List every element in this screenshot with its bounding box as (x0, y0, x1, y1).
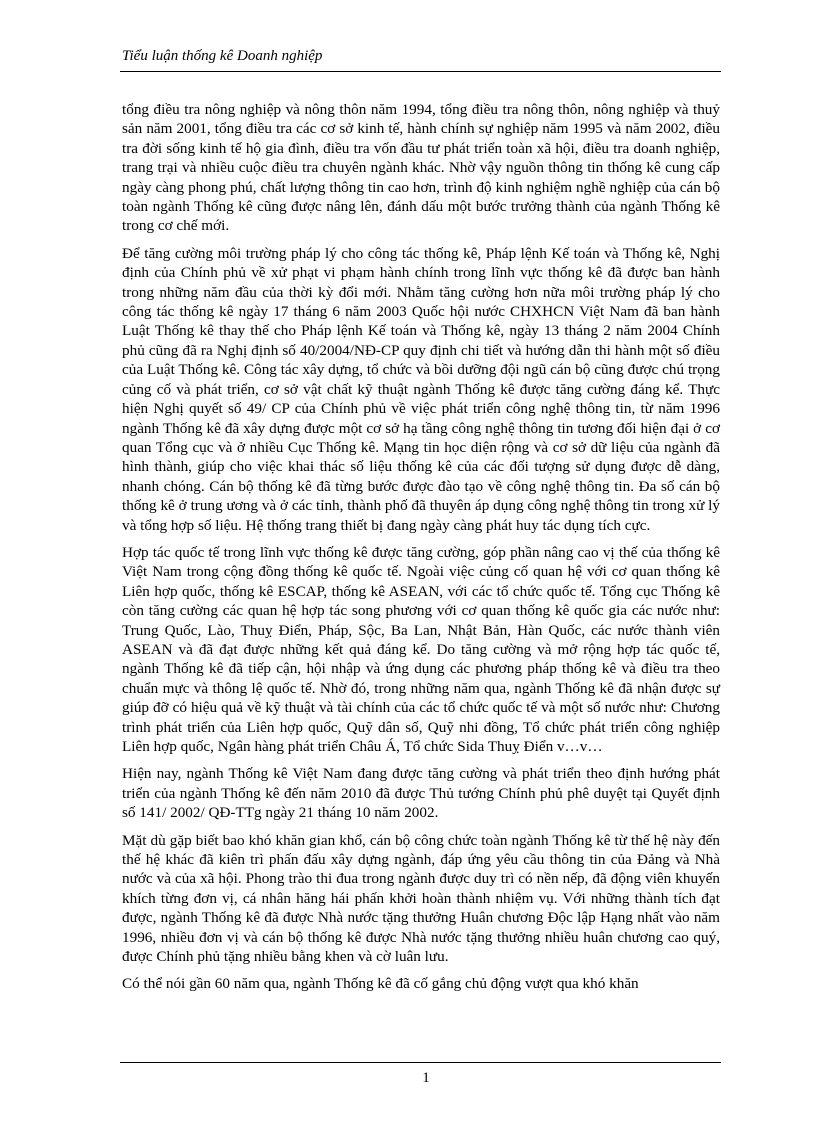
paragraph-4: Hiện nay, ngành Thống kê Việt Nam đang được tăng cường và phát triển theo định hướng phát triển của ngành Thống kê đến năm 2010 đã được Thủ tướng Chính phủ phê duyệt tại Quyết định số 141/ 2002/ QĐ-TTg ngày 21 tháng 10 năm 2002. (122, 765, 720, 822)
page-header-title: Tiểu luận thống kê Doanh nghiệp (122, 48, 323, 64)
paragraph-5: Mặt dù gặp biết bao khó khăn gian khổ, cán bộ công chức toàn ngành Thống kê từ thế hệ này đến thế hệ khác đã kiên trì phấn đấu xây dựng ngành, đáp ứng yêu cầu thông tin của Đảng và Nhà nước và của xã hội. Phong trào thi đua trong ngành được duy trì có nền nếp, đã động viên khuyến khích từng đơn vị, cá nhân hăng hái phấn khởi hoàn thành nhiệm vụ. Với những thành tích đạt được, ngành Thống kê đã được Nhà nước tặng thưởng Huân chương Độc lập Hạng nhất vào năm 1996, nhiều đơn vị và cán bộ thống kê được Nhà nước tặng thưởng nhiều huân chương cao quý, được Chính phủ tặng nhiều bằng khen và cờ luân lưu. (122, 831, 720, 966)
paragraph-1: tổng điều tra nông nghiệp và nông thôn năm 1994, tổng điều tra nông thôn, nông nghiệp và thuỷ sản năm 2001, tổng điều tra các cơ sở kinh tế, hành chính sự nghiệp năm 1995 và năm 2002, điều tra đời sống kinh tế hộ gia đình, điều tra vốn đầu tư phát triển toàn xã hội, điều tra doanh nghiệp, trang trại và nhiều cuộc điều tra chuyên ngành khác. Nhờ vậy nguồn thông tin thống kê cung cấp ngày càng phong phú, chất lượng thông tin cao hơn, trình độ kinh nghiệm nghề nghiệp của cán bộ toàn ngành Thống kê cũng được nâng lên, đánh dấu một bước trưởng thành của ngành Thống kê trong cơ chế mới. (122, 101, 720, 235)
document-body (122, 100, 720, 1002)
footer-divider (120, 1062, 721, 1063)
paragraph-3: Hợp tác quốc tế trong lĩnh vực thống kê được tăng cường, góp phần nâng cao vị thế của thống kê Việt Nam trong cộng đồng thống kê quốc tế. Ngoài việc củng cố quan hệ với cơ quan thống kê Liên hợp quốc, thống kê ESCAP, thống kê ASEAN, với các tổ chức quốc tế. Tổng cục Thống kê còn tăng cường các quan hệ hợp tác song phương với cơ quan thống kê quốc gia các nước như: Trung Quốc, Lào, Thuỵ Điển, Pháp, Sộc, Ba Lan, Nhật Bản, Hàn Quốc, các nước thành viên ASEAN và đã đạt được những kết quả đáng kể. Do tăng cường và mở rộng hợp tác quốc tế, ngành Thống kê đã tiếp cận, hội nhập và ứng dụng các phương pháp thống kê và điều tra theo chuẩn mực và thông lệ quốc tế. Nhờ đó, trong những năm qua, ngành Thống kê đã nhận được sự giúp đỡ có hiệu quả về kỹ thuật và tài chính của các tổ chức quốc tế và một số nước như: Chương trình phát triển của Liên hợp quốc, Quỹ dân số, Quỹ nhi đồng, Tổ chức phát triển công nghiệp Liên hợp quốc, Ngân hàng phát triển Châu Á, Tổ chức Sida Thuỵ Điển v…v… (122, 543, 720, 755)
paragraph-6: Có thể nói gần 60 năm qua, ngành Thống kê đã cố gắng chủ động vượt qua khó khăn (122, 975, 639, 993)
page-number: 1 (422, 1070, 430, 1086)
header-divider (120, 71, 721, 72)
paragraph-2: Để tăng cường môi trường pháp lý cho công tác thống kê, Pháp lệnh Kế toán và Thống kê, Nghị định của Chính phủ về xử phạt vi phạm hành chính trong lĩnh vực thống kê đã được ban hành trong những năm đầu của thời kỳ đổi mới. Nhằm tăng cường hơn nữa môi trường pháp lý cho công tác thống kê ngày 17 tháng 6 năm 2003 Quốc hội nước CHXHCN Việt Nam đã ban hành Luật Thống kê thay thế cho Pháp lệnh Kế toán và Thống kê, ngày 13 tháng 2 năm 2004 Chính phủ cũng đã ra Nghị định số 40/2004/NĐ-CP quy định chi tiết và hướng dẫn thi hành một số điều của Luật Thống kê. Công tác xây dựng, tổ chức và bồi dưỡng đội ngũ cán bộ cũng được chú trọng củng cố và phát triển, cơ sở vật chất kỹ thuật ngành Thống kê được tăng cường đáng kể. Thực hiện Nghị quyết số 49/ CP của Chính phủ về việc phát triển công nghệ thông tin, từ năm 1996 ngành Thống kê đã xây dựng được một cơ sở hạ tầng công nghệ thông tin tương đối hiện đại ở cơ quan Tổng cục và ở nhiều Cục Thống kê. Mạng tin học diện rộng và cơ sở dữ liệu của ngành đã hình thành, giúp cho việc khai thác số liệu thống kê của các đối tượng sử dụng được dễ dàng, nhanh chóng. Cán bộ thống kê đã từng bước được đào tạo về công nghệ thông tin. Đa số cán bộ thống kê ở trung ương và ở các tỉnh, thành phố đã thuyên áp dụng công nghệ thông tin trong xử lý và tổng hợp số liệu. Hệ thống trang thiết bị đang ngày càng phát huy tác dụng tích cực. (122, 244, 720, 534)
